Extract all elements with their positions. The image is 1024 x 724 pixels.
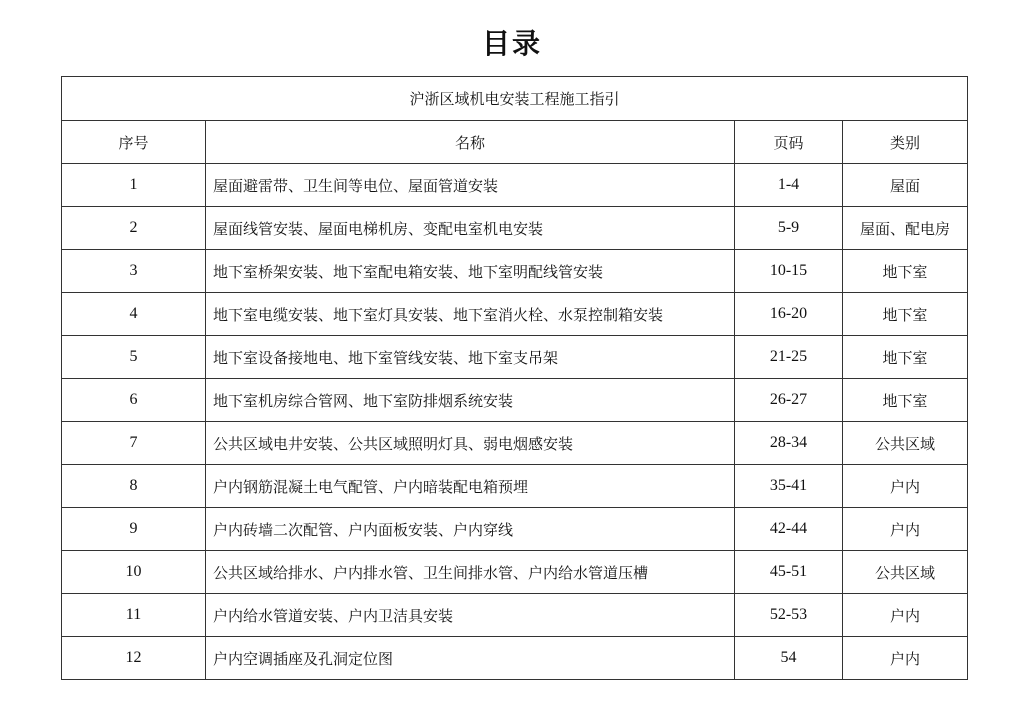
page-title: 目录 — [481, 27, 542, 60]
toc-table — [61, 76, 968, 680]
table-row — [62, 594, 968, 637]
row-name: 公共区域给排水、户内排水管、卫生间排水管、户内给水管道压槽 — [206, 551, 735, 594]
row-index: 6 — [62, 379, 206, 422]
row-index: 12 — [62, 637, 206, 680]
row-category: 户内 — [843, 637, 968, 680]
row-pages: 45-51 — [735, 551, 843, 594]
row-category: 公共区域 — [843, 551, 968, 594]
row-index: 1 — [62, 164, 206, 207]
row-pages: 52-53 — [735, 594, 843, 637]
row-name: 地下室桥架安装、地下室配电箱安装、地下室明配线管安装 — [206, 250, 735, 293]
row-index: 4 — [62, 293, 206, 336]
table-row — [62, 508, 968, 551]
table-caption: 沪浙区域机电安装工程施工指引 — [62, 77, 968, 121]
row-name: 地下室机房综合管网、地下室防排烟系统安装 — [206, 379, 735, 422]
row-pages: 5-9 — [735, 207, 843, 250]
row-pages: 28-34 — [735, 422, 843, 465]
header-pages: 页码 — [735, 121, 843, 164]
row-name: 地下室电缆安装、地下室灯具安装、地下室消火栓、水泵控制箱安装 — [206, 293, 735, 336]
row-name: 地下室设备接地电、地下室管线安装、地下室支吊架 — [206, 336, 735, 379]
row-index: 10 — [62, 551, 206, 594]
row-index: 5 — [62, 336, 206, 379]
table-header-row — [62, 121, 968, 164]
table-row — [62, 336, 968, 379]
header-name: 名称 — [206, 121, 735, 164]
row-name: 屋面线管安装、屋面电梯机房、变配电室机电安装 — [206, 207, 735, 250]
row-index: 9 — [62, 508, 206, 551]
row-category: 公共区域 — [843, 422, 968, 465]
row-pages: 16-20 — [735, 293, 843, 336]
row-index: 7 — [62, 422, 206, 465]
row-pages: 1-4 — [735, 164, 843, 207]
row-category: 户内 — [843, 594, 968, 637]
row-name: 公共区域电井安装、公共区域照明灯具、弱电烟感安装 — [206, 422, 735, 465]
row-index: 3 — [62, 250, 206, 293]
row-name: 屋面避雷带、卫生间等电位、屋面管道安装 — [206, 164, 735, 207]
row-pages: 54 — [735, 637, 843, 680]
row-pages: 35-41 — [735, 465, 843, 508]
row-name: 户内砖墙二次配管、户内面板安装、户内穿线 — [206, 508, 735, 551]
table-row — [62, 422, 968, 465]
row-category: 屋面 — [843, 164, 968, 207]
row-category: 户内 — [843, 465, 968, 508]
row-name: 户内钢筋混凝土电气配管、户内暗装配电箱预埋 — [206, 465, 735, 508]
row-category: 户内 — [843, 508, 968, 551]
row-index: 11 — [62, 594, 206, 637]
row-pages: 42-44 — [735, 508, 843, 551]
table-row — [62, 465, 968, 508]
row-category: 地下室 — [843, 250, 968, 293]
row-category: 地下室 — [843, 293, 968, 336]
table-row — [62, 293, 968, 336]
row-category: 地下室 — [843, 336, 968, 379]
row-name: 户内空调插座及孔洞定位图 — [206, 637, 735, 680]
table-row — [62, 164, 968, 207]
row-index: 8 — [62, 465, 206, 508]
row-index: 2 — [62, 207, 206, 250]
header-category: 类别 — [843, 121, 968, 164]
table-row — [62, 207, 968, 250]
row-pages: 21-25 — [735, 336, 843, 379]
table-caption-row — [62, 77, 968, 121]
row-name: 户内给水管道安装、户内卫洁具安装 — [206, 594, 735, 637]
table-row — [62, 637, 968, 680]
row-category: 屋面、配电房 — [843, 207, 968, 250]
row-category: 地下室 — [843, 379, 968, 422]
table-row — [62, 379, 968, 422]
row-pages: 26-27 — [735, 379, 843, 422]
table-row — [62, 551, 968, 594]
table-row — [62, 250, 968, 293]
row-pages: 10-15 — [735, 250, 843, 293]
header-index: 序号 — [62, 121, 206, 164]
